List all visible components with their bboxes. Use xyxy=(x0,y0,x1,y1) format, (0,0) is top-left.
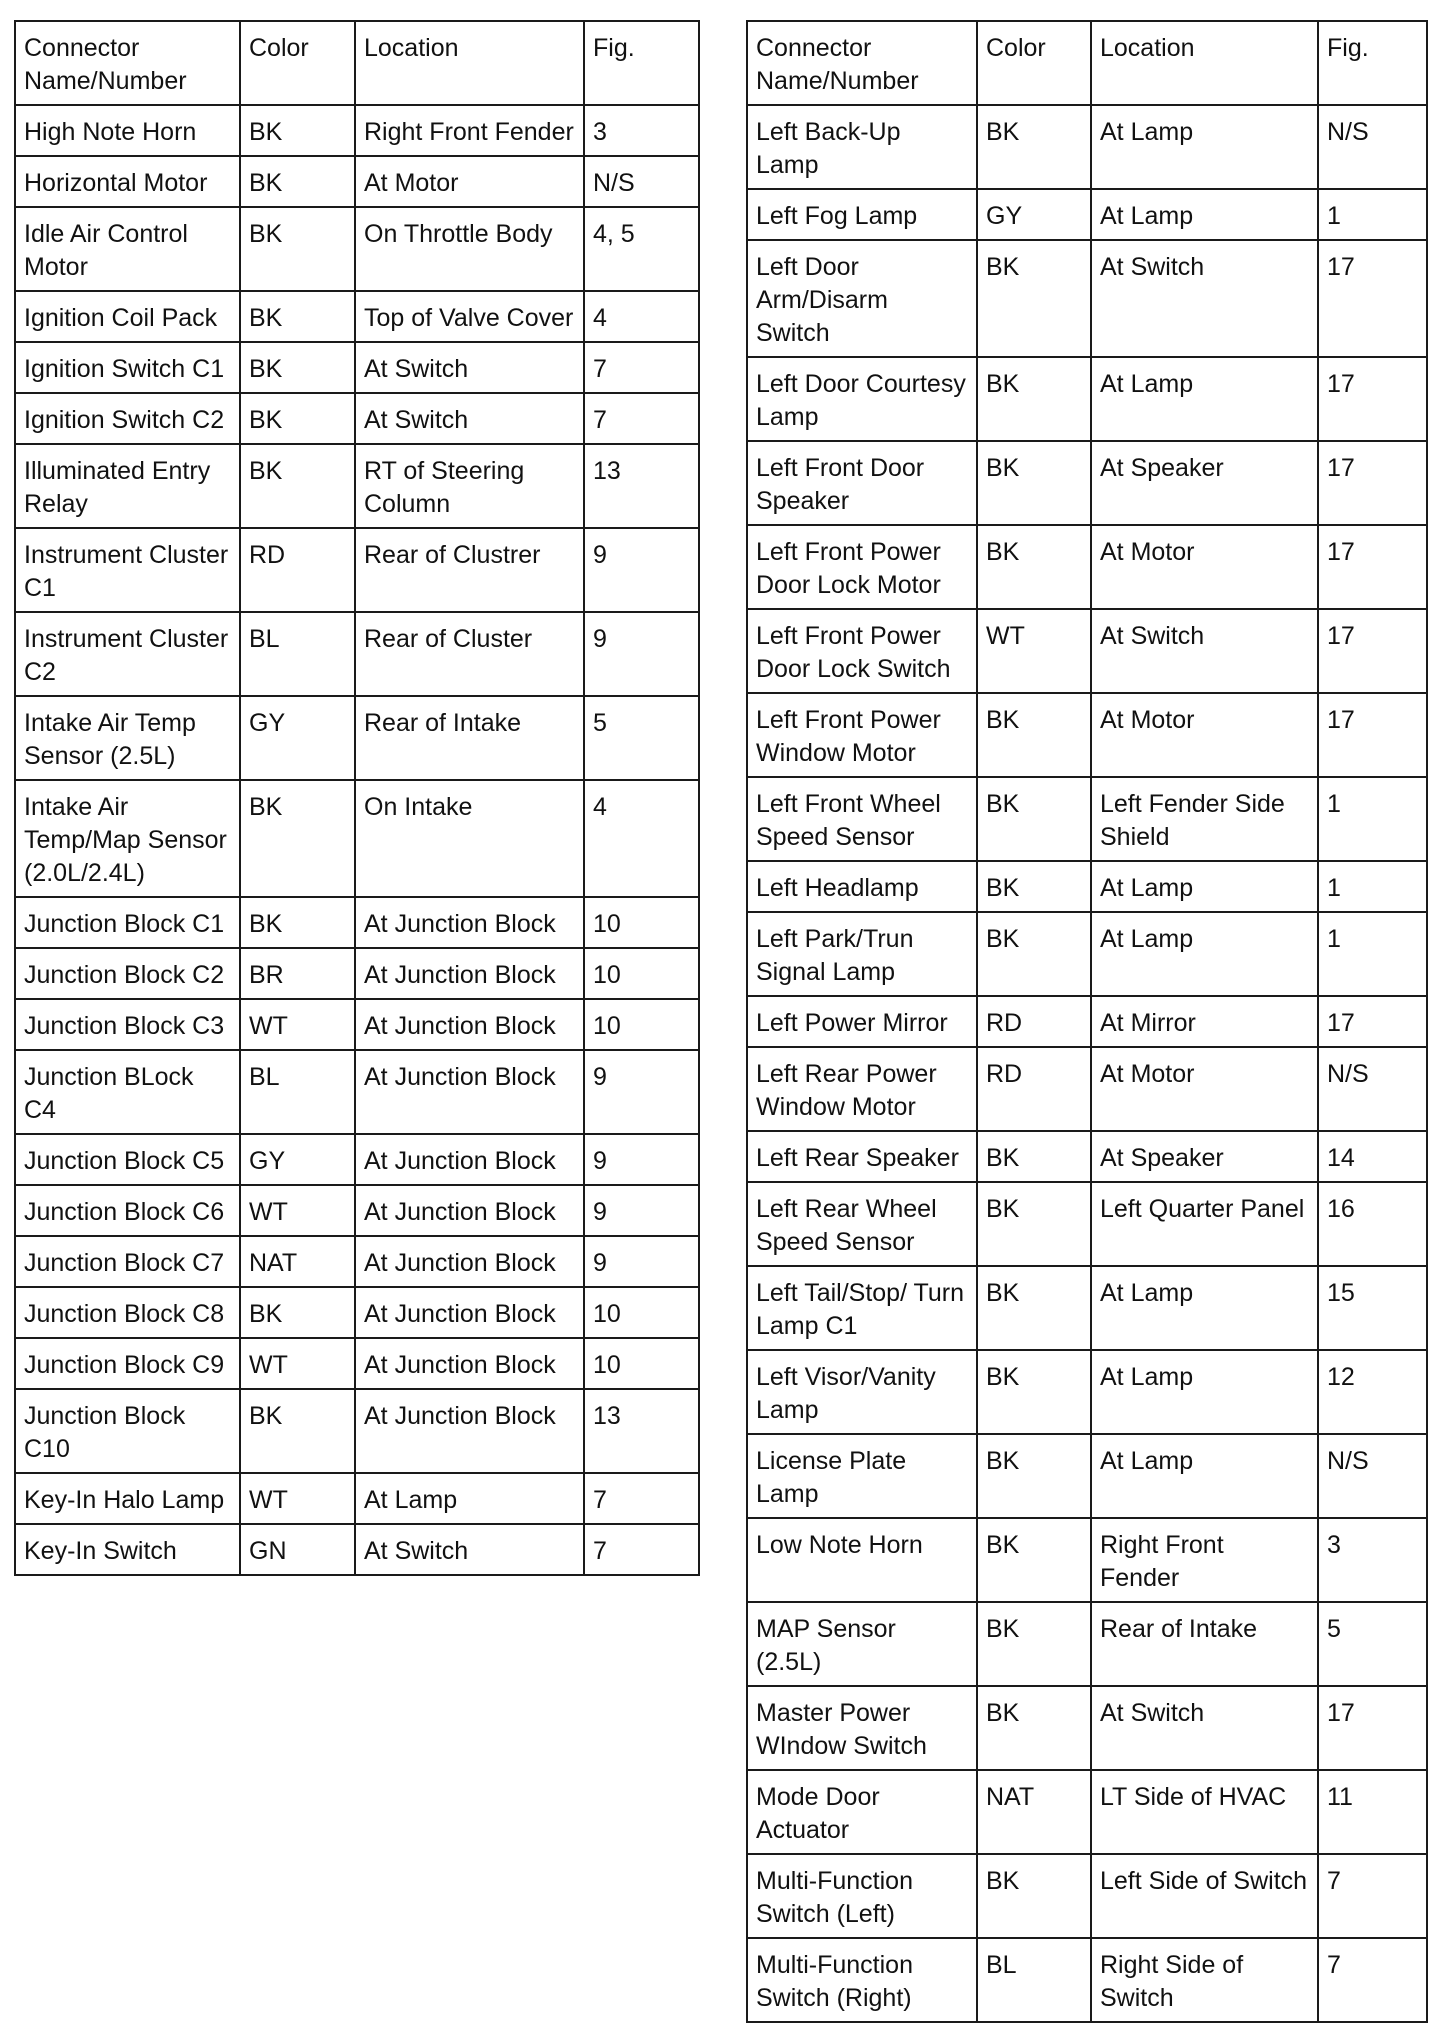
location-cell: Rear of Intake xyxy=(355,696,584,780)
location-cell: At Speaker xyxy=(1091,1131,1318,1182)
location-cell: At Mirror xyxy=(1091,996,1318,1047)
color-cell: BK xyxy=(977,441,1091,525)
location-cell: At Lamp xyxy=(1091,912,1318,996)
color-cell: BK xyxy=(240,897,355,948)
connector-name-cell: Junction Block C6 xyxy=(15,1185,240,1236)
table-row xyxy=(747,1047,1427,1131)
location-cell: Top of Valve Cover xyxy=(355,291,584,342)
connector-name-cell: Illuminated Entry Relay xyxy=(15,444,240,528)
table-row xyxy=(15,948,699,999)
connector-name-cell: Master Power WIndow Switch xyxy=(747,1686,977,1770)
color-cell: GY xyxy=(977,189,1091,240)
table-row xyxy=(15,156,699,207)
location-cell: At Switch xyxy=(355,393,584,444)
fig-cell: 9 xyxy=(584,612,699,696)
location-cell: At Junction Block xyxy=(355,897,584,948)
header-connector: Connector Name/Number xyxy=(15,21,240,105)
table-row xyxy=(15,528,699,612)
connector-name-cell: Ignition Switch C1 xyxy=(15,342,240,393)
table-row xyxy=(15,105,699,156)
table-row xyxy=(747,357,1427,441)
table-row xyxy=(747,609,1427,693)
location-cell: Right Side of Switch xyxy=(1091,1938,1318,2022)
color-cell: BK xyxy=(240,342,355,393)
location-cell: At Speaker xyxy=(1091,441,1318,525)
connector-name-cell: Left Tail/Stop/ Turn Lamp C1 xyxy=(747,1266,977,1350)
table-row xyxy=(15,999,699,1050)
connector-name-cell: Left Rear Power Window Motor xyxy=(747,1047,977,1131)
fig-cell: 10 xyxy=(584,999,699,1050)
fig-cell: 7 xyxy=(1318,1854,1427,1938)
fig-cell: N/S xyxy=(1318,1047,1427,1131)
fig-cell: 1 xyxy=(1318,861,1427,912)
table-row xyxy=(747,1182,1427,1266)
location-cell: At Motor xyxy=(1091,1047,1318,1131)
color-cell: BK xyxy=(977,240,1091,357)
table-row xyxy=(15,1134,699,1185)
fig-cell: 3 xyxy=(1318,1518,1427,1602)
connector-name-cell: Left Power Mirror xyxy=(747,996,977,1047)
fig-cell: 4, 5 xyxy=(584,207,699,291)
color-cell: WT xyxy=(240,1338,355,1389)
location-cell: Right Front Fender xyxy=(1091,1518,1318,1602)
location-cell: At Lamp xyxy=(1091,1266,1318,1350)
color-cell: RD xyxy=(977,1047,1091,1131)
connector-table-right xyxy=(746,20,1428,2023)
color-cell: BK xyxy=(977,1518,1091,1602)
location-cell: At Motor xyxy=(355,156,584,207)
fig-cell: 17 xyxy=(1318,525,1427,609)
header-color: Color xyxy=(977,21,1091,105)
color-cell: BK xyxy=(977,1350,1091,1434)
table-row xyxy=(747,1686,1427,1770)
connector-name-cell: License Plate Lamp xyxy=(747,1434,977,1518)
color-cell: RD xyxy=(977,996,1091,1047)
fig-cell: 13 xyxy=(584,1389,699,1473)
location-cell: At Junction Block xyxy=(355,1236,584,1287)
location-cell: Right Front Fender xyxy=(355,105,584,156)
fig-cell: N/S xyxy=(584,156,699,207)
color-cell: WT xyxy=(240,1473,355,1524)
fig-cell: N/S xyxy=(1318,1434,1427,1518)
location-cell: At Junction Block xyxy=(355,948,584,999)
color-cell: BK xyxy=(977,1854,1091,1938)
color-cell: BR xyxy=(240,948,355,999)
color-cell: WT xyxy=(240,1185,355,1236)
location-cell: At Motor xyxy=(1091,693,1318,777)
connector-name-cell: Key-In Switch xyxy=(15,1524,240,1575)
connector-name-cell: Instrument Cluster C2 xyxy=(15,612,240,696)
table-row xyxy=(747,1938,1427,2022)
color-cell: RD xyxy=(240,528,355,612)
fig-cell: 7 xyxy=(584,393,699,444)
location-cell: At Lamp xyxy=(1091,1434,1318,1518)
table-row xyxy=(15,1236,699,1287)
color-cell: BK xyxy=(977,693,1091,777)
color-cell: BK xyxy=(977,525,1091,609)
fig-cell: 17 xyxy=(1318,609,1427,693)
location-cell: At Lamp xyxy=(1091,357,1318,441)
connector-name-cell: Low Note Horn xyxy=(747,1518,977,1602)
table-row xyxy=(747,1770,1427,1854)
fig-cell: 7 xyxy=(1318,1938,1427,2022)
fig-cell: 12 xyxy=(1318,1350,1427,1434)
location-cell: At Junction Block xyxy=(355,1134,584,1185)
table-row xyxy=(747,189,1427,240)
location-cell: At Junction Block xyxy=(355,1338,584,1389)
connector-name-cell: Horizontal Motor xyxy=(15,156,240,207)
color-cell: BK xyxy=(977,912,1091,996)
color-cell: WT xyxy=(977,609,1091,693)
table-row xyxy=(15,1338,699,1389)
fig-cell: 17 xyxy=(1318,1686,1427,1770)
fig-cell: 4 xyxy=(584,780,699,897)
fig-cell: 10 xyxy=(584,1287,699,1338)
connector-name-cell: Left Park/Trun Signal Lamp xyxy=(747,912,977,996)
location-cell: At Switch xyxy=(1091,609,1318,693)
color-cell: BK xyxy=(240,780,355,897)
fig-cell: 9 xyxy=(584,1050,699,1134)
location-cell: At Junction Block xyxy=(355,1050,584,1134)
header-connector: Connector Name/Number xyxy=(747,21,977,105)
connector-name-cell: High Note Horn xyxy=(15,105,240,156)
table-row xyxy=(747,1434,1427,1518)
color-cell: BK xyxy=(977,357,1091,441)
color-cell: BK xyxy=(977,1182,1091,1266)
header-row xyxy=(15,21,699,105)
table-row xyxy=(15,612,699,696)
fig-cell: 13 xyxy=(584,444,699,528)
location-cell: Rear of Intake xyxy=(1091,1602,1318,1686)
color-cell: BK xyxy=(240,207,355,291)
color-cell: NAT xyxy=(977,1770,1091,1854)
table-row xyxy=(747,1131,1427,1182)
location-cell: At Lamp xyxy=(355,1473,584,1524)
fig-cell: 4 xyxy=(584,291,699,342)
table-row xyxy=(15,780,699,897)
location-cell: Rear of Cluster xyxy=(355,612,584,696)
fig-cell: 1 xyxy=(1318,912,1427,996)
connector-table-left xyxy=(14,20,700,1576)
table-body xyxy=(15,105,699,1575)
connector-name-cell: Left Front Wheel Speed Sensor xyxy=(747,777,977,861)
fig-cell: 5 xyxy=(1318,1602,1427,1686)
color-cell: BK xyxy=(240,1389,355,1473)
color-cell: BL xyxy=(240,1050,355,1134)
header-color: Color xyxy=(240,21,355,105)
fig-cell: 11 xyxy=(1318,1770,1427,1854)
color-cell: BK xyxy=(977,777,1091,861)
table-row xyxy=(747,441,1427,525)
location-cell: At Junction Block xyxy=(355,1185,584,1236)
location-cell: At Junction Block xyxy=(355,1287,584,1338)
location-cell: At Switch xyxy=(355,342,584,393)
connector-name-cell: Left Rear Speaker xyxy=(747,1131,977,1182)
fig-cell: 9 xyxy=(584,1185,699,1236)
location-cell: On Intake xyxy=(355,780,584,897)
table-row xyxy=(15,393,699,444)
fig-cell: 9 xyxy=(584,528,699,612)
fig-cell: 17 xyxy=(1318,441,1427,525)
color-cell: GY xyxy=(240,1134,355,1185)
connector-name-cell: Mode Door Actuator xyxy=(747,1770,977,1854)
connector-name-cell: Intake Air Temp Sensor (2.5L) xyxy=(15,696,240,780)
connector-name-cell: Left Fog Lamp xyxy=(747,189,977,240)
location-cell: Left Fender Side Shield xyxy=(1091,777,1318,861)
table-row xyxy=(747,240,1427,357)
table-row xyxy=(15,897,699,948)
color-cell: BK xyxy=(977,1602,1091,1686)
location-cell: Rear of Clustrer xyxy=(355,528,584,612)
fig-cell: 16 xyxy=(1318,1182,1427,1266)
fig-cell: 10 xyxy=(584,948,699,999)
color-cell: BK xyxy=(240,1287,355,1338)
fig-cell: 7 xyxy=(584,342,699,393)
location-cell: On Throttle Body xyxy=(355,207,584,291)
fig-cell: 10 xyxy=(584,897,699,948)
fig-cell: 5 xyxy=(584,696,699,780)
connector-name-cell: Left Front Power Door Lock Switch xyxy=(747,609,977,693)
connector-name-cell: Junction BLock C4 xyxy=(15,1050,240,1134)
connector-name-cell: Multi-Function Switch (Right) xyxy=(747,1938,977,2022)
header-location: Location xyxy=(355,21,584,105)
color-cell: BK xyxy=(977,1434,1091,1518)
connector-name-cell: Left Rear Wheel Speed Sensor xyxy=(747,1182,977,1266)
table-row xyxy=(15,1389,699,1473)
connector-name-cell: Intake Air Temp/Map Sensor (2.0L/2.4L) xyxy=(15,780,240,897)
header-location: Location xyxy=(1091,21,1318,105)
connector-name-cell: Junction Block C10 xyxy=(15,1389,240,1473)
connector-name-cell: Junction Block C3 xyxy=(15,999,240,1050)
connector-name-cell: Left Front Power Window Motor xyxy=(747,693,977,777)
connector-name-cell: Junction Block C9 xyxy=(15,1338,240,1389)
location-cell: LT Side of HVAC xyxy=(1091,1770,1318,1854)
connector-name-cell: Left Front Power Door Lock Motor xyxy=(747,525,977,609)
color-cell: GN xyxy=(240,1524,355,1575)
connector-name-cell: Left Visor/Vanity Lamp xyxy=(747,1350,977,1434)
location-cell: At Lamp xyxy=(1091,189,1318,240)
location-cell: At Lamp xyxy=(1091,105,1318,189)
connector-name-cell: Junction Block C7 xyxy=(15,1236,240,1287)
location-cell: RT of Steering Column xyxy=(355,444,584,528)
table-row xyxy=(15,342,699,393)
header-row xyxy=(747,21,1427,105)
connector-name-cell: Left Front Door Speaker xyxy=(747,441,977,525)
fig-cell: 10 xyxy=(584,1338,699,1389)
fig-cell: 1 xyxy=(1318,777,1427,861)
table-row xyxy=(747,105,1427,189)
fig-cell: 15 xyxy=(1318,1266,1427,1350)
color-cell: GY xyxy=(240,696,355,780)
color-cell: BK xyxy=(977,1266,1091,1350)
table-row xyxy=(747,1518,1427,1602)
table-row xyxy=(15,1287,699,1338)
connector-name-cell: Junction Block C5 xyxy=(15,1134,240,1185)
color-cell: BK xyxy=(240,105,355,156)
location-cell: Left Side of Switch xyxy=(1091,1854,1318,1938)
location-cell: At Switch xyxy=(1091,240,1318,357)
fig-cell: 17 xyxy=(1318,240,1427,357)
table-row xyxy=(15,696,699,780)
fig-cell: 3 xyxy=(584,105,699,156)
table-body xyxy=(747,105,1427,2022)
color-cell: BK xyxy=(977,105,1091,189)
color-cell: BK xyxy=(240,444,355,528)
connector-name-cell: Idle Air Control Motor xyxy=(15,207,240,291)
table-row xyxy=(747,912,1427,996)
table-row xyxy=(15,1185,699,1236)
color-cell: NAT xyxy=(240,1236,355,1287)
color-cell: WT xyxy=(240,999,355,1050)
table-row xyxy=(747,1350,1427,1434)
connector-name-cell: Left Back-Up Lamp xyxy=(747,105,977,189)
table-row xyxy=(15,1524,699,1575)
location-cell: At Motor xyxy=(1091,525,1318,609)
location-cell: Left Quarter Panel xyxy=(1091,1182,1318,1266)
table-row xyxy=(747,861,1427,912)
table-row xyxy=(15,1473,699,1524)
header-fig: Fig. xyxy=(1318,21,1427,105)
location-cell: At Lamp xyxy=(1091,1350,1318,1434)
table-row xyxy=(747,693,1427,777)
connector-name-cell: Left Door Arm/Disarm Switch xyxy=(747,240,977,357)
color-cell: BK xyxy=(240,393,355,444)
fig-cell: 17 xyxy=(1318,357,1427,441)
fig-cell: 17 xyxy=(1318,693,1427,777)
color-cell: BK xyxy=(240,156,355,207)
table-row xyxy=(15,207,699,291)
fig-cell: N/S xyxy=(1318,105,1427,189)
fig-cell: 17 xyxy=(1318,996,1427,1047)
table-row xyxy=(15,291,699,342)
connector-name-cell: Key-In Halo Lamp xyxy=(15,1473,240,1524)
fig-cell: 14 xyxy=(1318,1131,1427,1182)
table-row xyxy=(15,1050,699,1134)
connector-name-cell: Left Headlamp xyxy=(747,861,977,912)
color-cell: BK xyxy=(977,1131,1091,1182)
color-cell: BL xyxy=(240,612,355,696)
header-fig: Fig. xyxy=(584,21,699,105)
connector-name-cell: Junction Block C8 xyxy=(15,1287,240,1338)
table-row xyxy=(747,996,1427,1047)
table-row xyxy=(747,1602,1427,1686)
color-cell: BL xyxy=(977,1938,1091,2022)
color-cell: BK xyxy=(240,291,355,342)
connector-name-cell: Instrument Cluster C1 xyxy=(15,528,240,612)
connector-name-cell: Left Door Courtesy Lamp xyxy=(747,357,977,441)
color-cell: BK xyxy=(977,861,1091,912)
location-cell: At Junction Block xyxy=(355,999,584,1050)
fig-cell: 1 xyxy=(1318,189,1427,240)
table-row xyxy=(15,444,699,528)
fig-cell: 9 xyxy=(584,1134,699,1185)
table-row xyxy=(747,1854,1427,1938)
location-cell: At Switch xyxy=(1091,1686,1318,1770)
connector-name-cell: Multi-Function Switch (Left) xyxy=(747,1854,977,1938)
connector-name-cell: MAP Sensor (2.5L) xyxy=(747,1602,977,1686)
table-row xyxy=(747,777,1427,861)
table-row xyxy=(747,525,1427,609)
color-cell: BK xyxy=(977,1686,1091,1770)
connector-name-cell: Ignition Switch C2 xyxy=(15,393,240,444)
location-cell: At Switch xyxy=(355,1524,584,1575)
connector-name-cell: Junction Block C1 xyxy=(15,897,240,948)
fig-cell: 7 xyxy=(584,1473,699,1524)
table-row xyxy=(747,1266,1427,1350)
location-cell: At Lamp xyxy=(1091,861,1318,912)
connector-name-cell: Ignition Coil Pack xyxy=(15,291,240,342)
fig-cell: 7 xyxy=(584,1524,699,1575)
location-cell: At Junction Block xyxy=(355,1389,584,1473)
fig-cell: 9 xyxy=(584,1236,699,1287)
connector-name-cell: Junction Block C2 xyxy=(15,948,240,999)
